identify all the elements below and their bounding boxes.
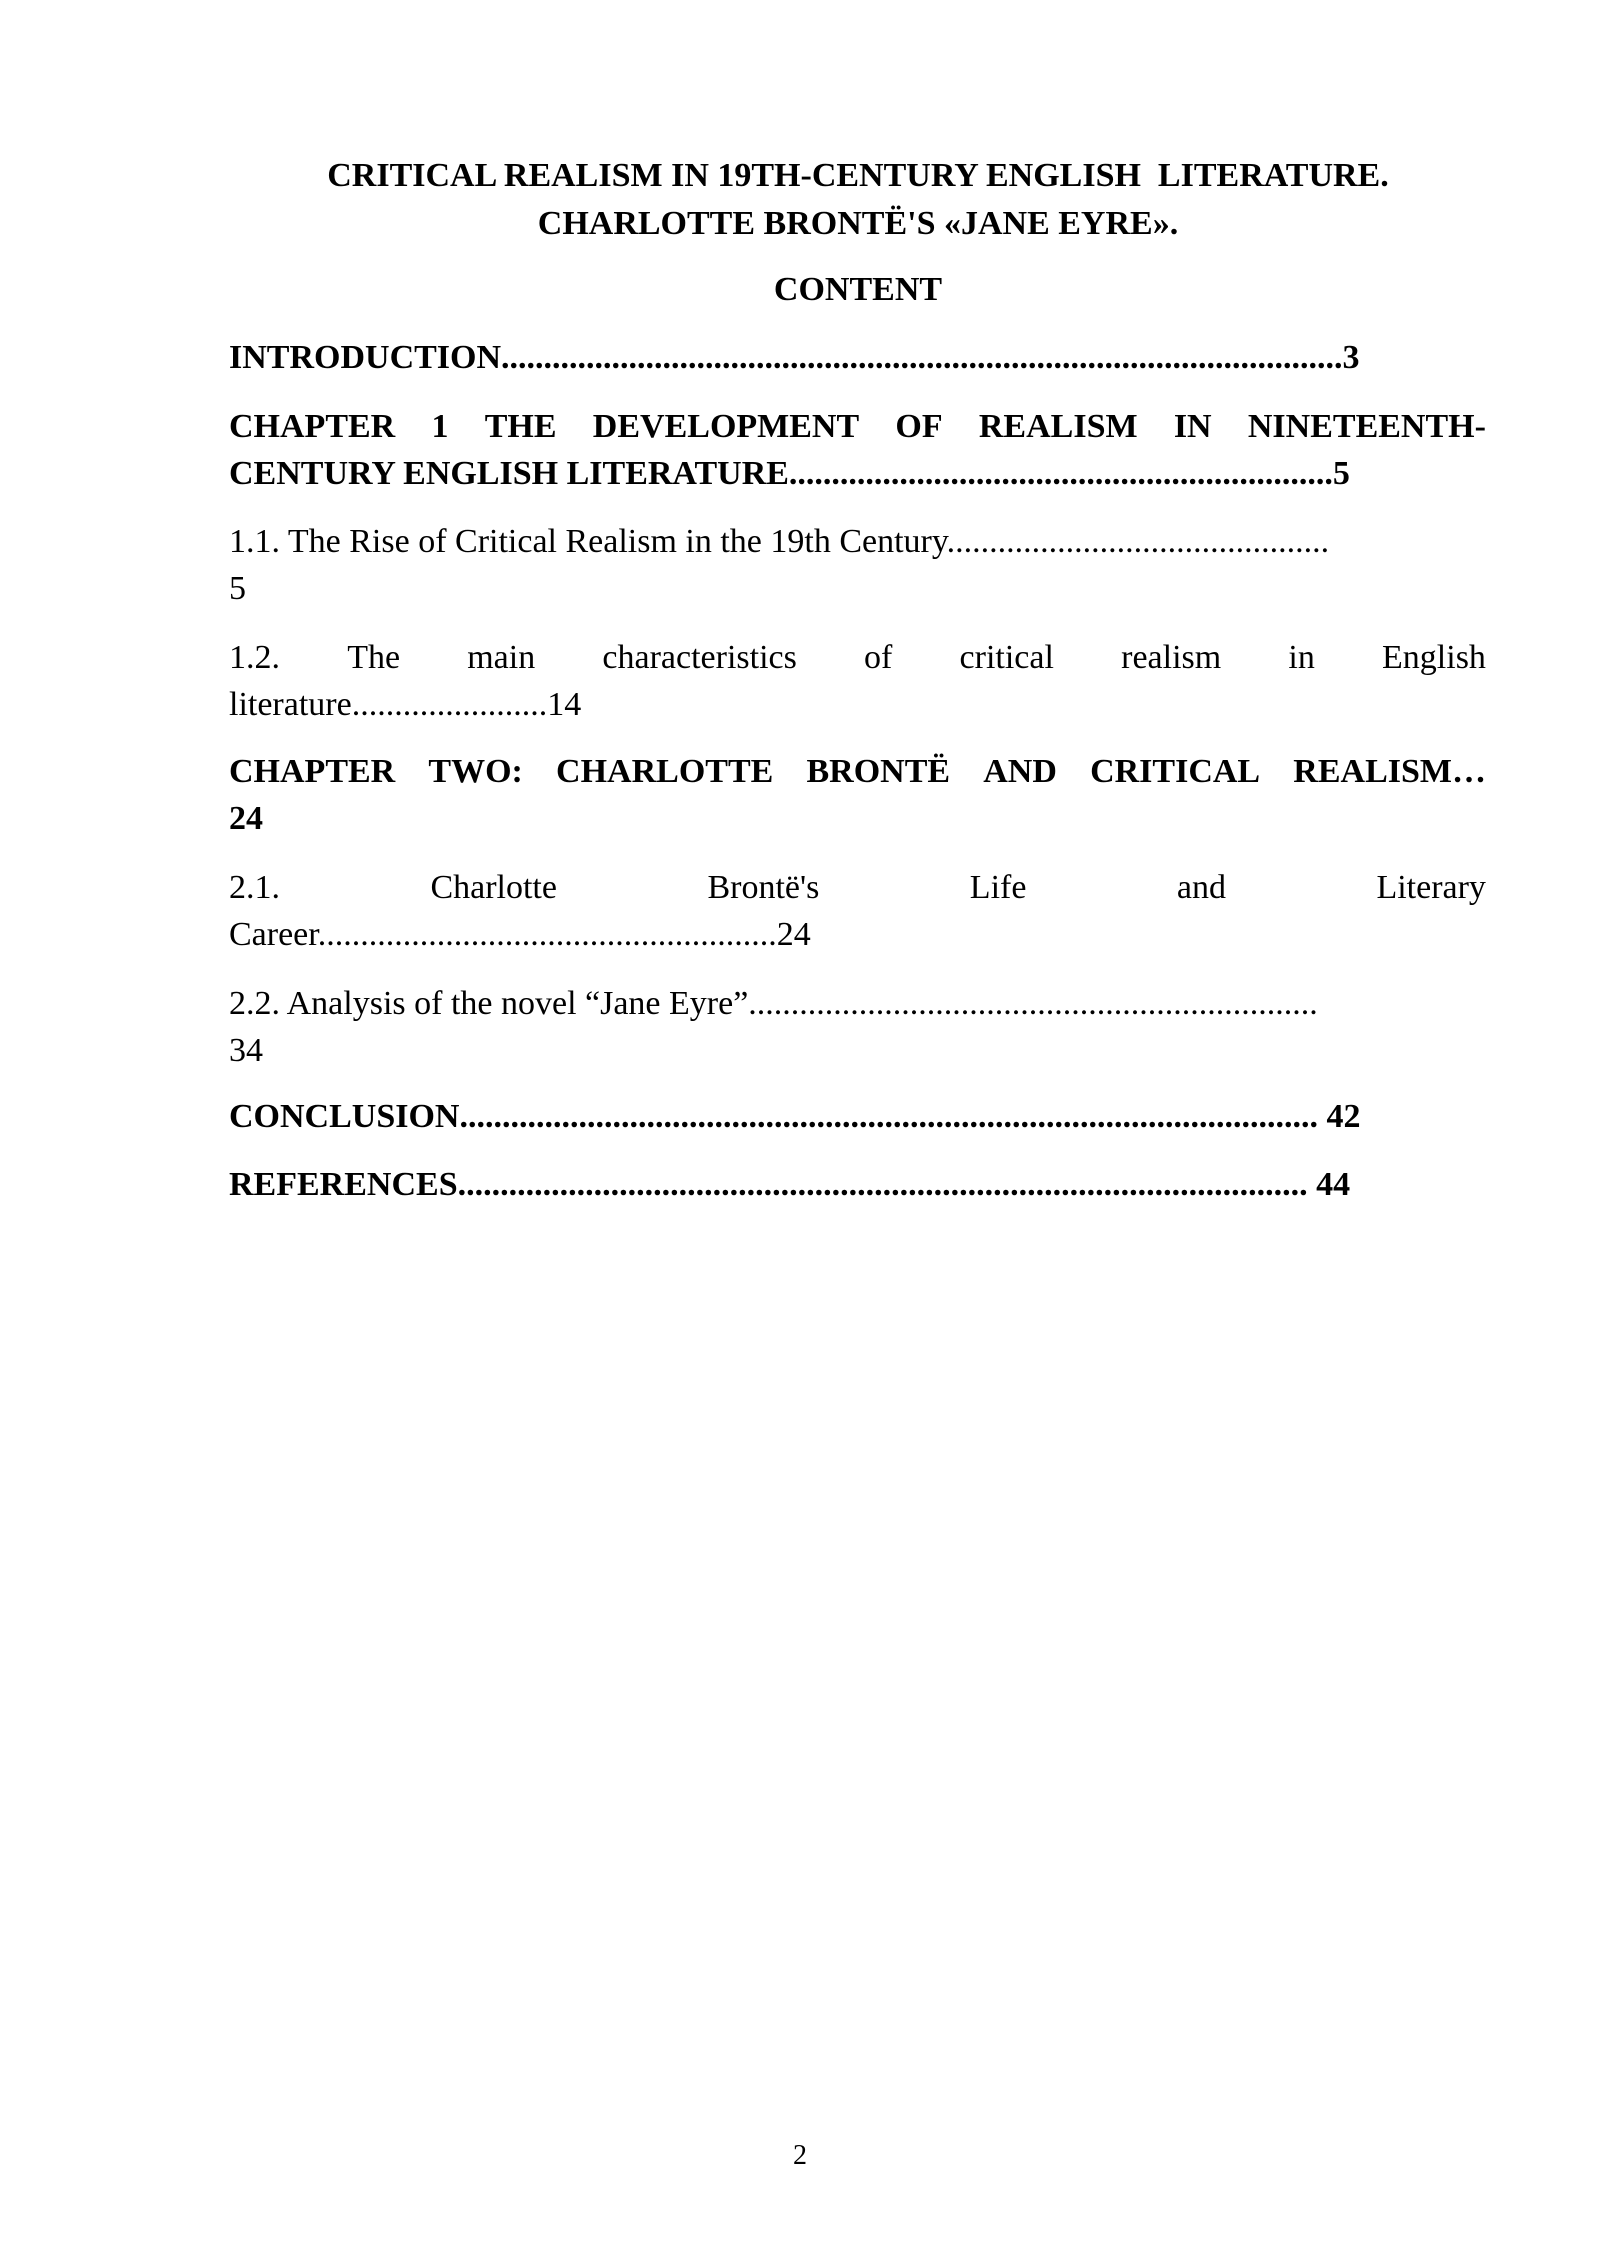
toc-word: English <box>1382 639 1486 676</box>
title-line-2: CHARLOTTE BRONTË'S «JANE EYRE». <box>537 205 1179 242</box>
toc-section-1-2-line-2: literature.......................14 <box>229 686 582 723</box>
document-title <box>200 152 1516 248</box>
title-line-1: CRITICAL REALISM IN 19TH-CENTURY ENGLISH LITERATURE. <box>327 157 1389 194</box>
toc-section-1-1-page: 5 <box>229 570 246 607</box>
toc-word: DEVELOPMENT <box>592 408 860 445</box>
content-heading: CONTENT <box>773 271 943 308</box>
toc-chapter-1-line-1 <box>229 403 1486 450</box>
toc-word: Literary <box>1376 869 1486 906</box>
toc-word: realism <box>1121 639 1222 676</box>
toc-word: CHARLOTTE <box>556 753 774 790</box>
toc-word: BRONTË <box>806 753 951 790</box>
toc-word: characteristics <box>602 639 797 676</box>
toc-introduction-text: INTRODUCTION...................................................................................................3 <box>229 339 1360 376</box>
toc-entry-section-2-1 <box>229 864 1486 958</box>
toc-word: TWO: <box>428 753 523 790</box>
toc-word: NINETEENTH- <box>1247 408 1486 445</box>
toc-word: 2.1. <box>229 869 280 906</box>
toc-entry-chapter-1 <box>229 403 1486 497</box>
toc-word: CRITICAL <box>1090 753 1261 790</box>
toc-section-2-1-line-2: Career......................................................24 <box>229 916 811 953</box>
toc-entry-section-2-2 <box>229 980 1486 1074</box>
toc-section-2-1-line-1 <box>229 864 1486 911</box>
toc-word: The <box>347 639 401 676</box>
toc-word: CHAPTER <box>229 408 396 445</box>
toc-word: THE <box>484 408 557 445</box>
toc-conclusion-text: CONCLUSION..................................................................................................... 42 <box>229 1098 1361 1135</box>
toc-word: critical <box>959 639 1054 676</box>
toc-section-1-1-line-1: 1.1. The Rise of Critical Realism in the 19th Century............................................. <box>229 523 1330 560</box>
toc-entry-section-1-2 <box>229 634 1486 728</box>
toc-section-2-2-line-1: 2.2. Analysis of the novel “Jane Eyre”................................................................... <box>229 985 1318 1022</box>
toc-entry-introduction <box>229 334 1486 381</box>
toc-entry-chapter-2 <box>229 748 1486 842</box>
toc-chapter-1-line-2: CENTURY ENGLISH LITERATURE................................................................5 <box>229 455 1350 492</box>
page-number: 2 <box>793 2140 807 2171</box>
toc-word: main <box>467 639 536 676</box>
toc-chapter-2-line-1 <box>229 748 1486 795</box>
toc-entry-conclusion <box>229 1093 1486 1140</box>
toc-word: Life <box>969 869 1027 906</box>
toc-word: and <box>1176 869 1226 906</box>
toc-word: Charlotte <box>430 869 557 906</box>
toc-word: IN <box>1173 408 1212 445</box>
toc-word: Brontë's <box>707 869 820 906</box>
toc-word: of <box>864 639 893 676</box>
toc-section-2-2-page: 34 <box>229 1032 263 1069</box>
toc-word: CHAPTER <box>229 753 396 790</box>
toc-word: AND <box>983 753 1057 790</box>
toc-word: REALISM <box>978 408 1138 445</box>
toc-chapter-2-page: 24 <box>229 800 263 837</box>
toc-entry-section-1-1 <box>229 518 1486 612</box>
toc-section-1-2-line-1 <box>229 634 1486 681</box>
toc-entry-references <box>229 1161 1486 1208</box>
toc-word: 1.2. <box>229 639 280 676</box>
toc-word: OF <box>895 408 943 445</box>
toc-references-text: REFERENCES.................................................................................................... 44 <box>229 1166 1351 1203</box>
toc-word: 1 <box>431 408 449 445</box>
toc-word: REALISM… <box>1293 753 1486 790</box>
toc-word: in <box>1288 639 1315 676</box>
